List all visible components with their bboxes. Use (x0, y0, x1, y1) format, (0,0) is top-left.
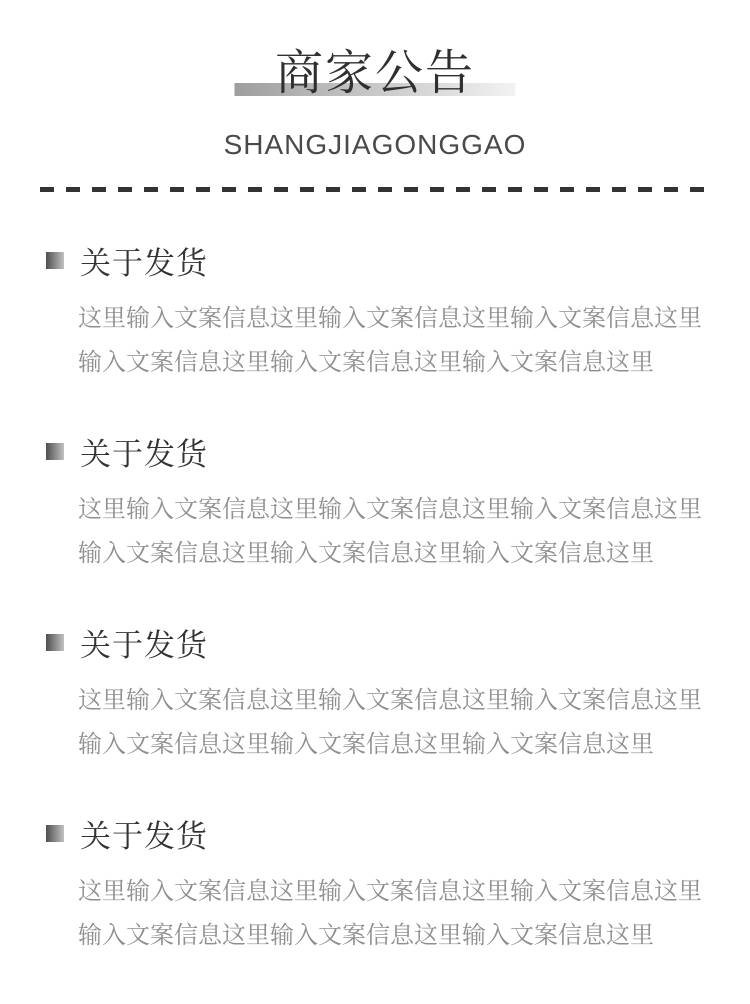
section-heading-text: 关于发货 (80, 628, 208, 664)
section-heading-text: 关于发货 (80, 819, 208, 855)
square-bullet-icon (46, 443, 64, 460)
announcement-header (0, 0, 750, 163)
section-body-text: 这里输入文案信息这里输入文案信息这里输入文案信息这里输入文案信息这里输入文案信息这里输入文案信息这里 (78, 496, 702, 568)
section-heading (46, 429, 712, 474)
announcement-sections (0, 238, 750, 958)
announcement-section (46, 620, 712, 767)
section-body-text: 这里输入文案信息这里输入文案信息这里输入文案信息这里输入文案信息这里输入文案信息这里输入文案信息这里 (78, 687, 702, 759)
section-heading-text: 关于发货 (80, 246, 208, 282)
section-heading (46, 811, 712, 856)
section-heading (46, 238, 712, 283)
square-bullet-icon (46, 634, 64, 651)
section-heading-text: 关于发货 (80, 437, 208, 473)
announcement-section (46, 429, 712, 576)
page-subtitle: SHANGJIAGONGGAO (223, 129, 527, 161)
section-body-text: 这里输入文案信息这里输入文案信息这里输入文案信息这里输入文案信息这里输入文案信息这里输入文案信息这里 (78, 878, 702, 950)
dashed-divider (40, 187, 710, 192)
announcement-section (46, 238, 712, 385)
section-heading (46, 620, 712, 665)
page-title-wrap (275, 46, 475, 101)
section-body-text: 这里输入文案信息这里输入文案信息这里输入文案信息这里输入文案信息这里输入文案信息这里输入文案信息这里 (78, 305, 702, 377)
page-title: 商家公告 (274, 47, 475, 100)
square-bullet-icon (46, 252, 64, 269)
announcement-section (46, 811, 712, 958)
square-bullet-icon (46, 825, 64, 842)
